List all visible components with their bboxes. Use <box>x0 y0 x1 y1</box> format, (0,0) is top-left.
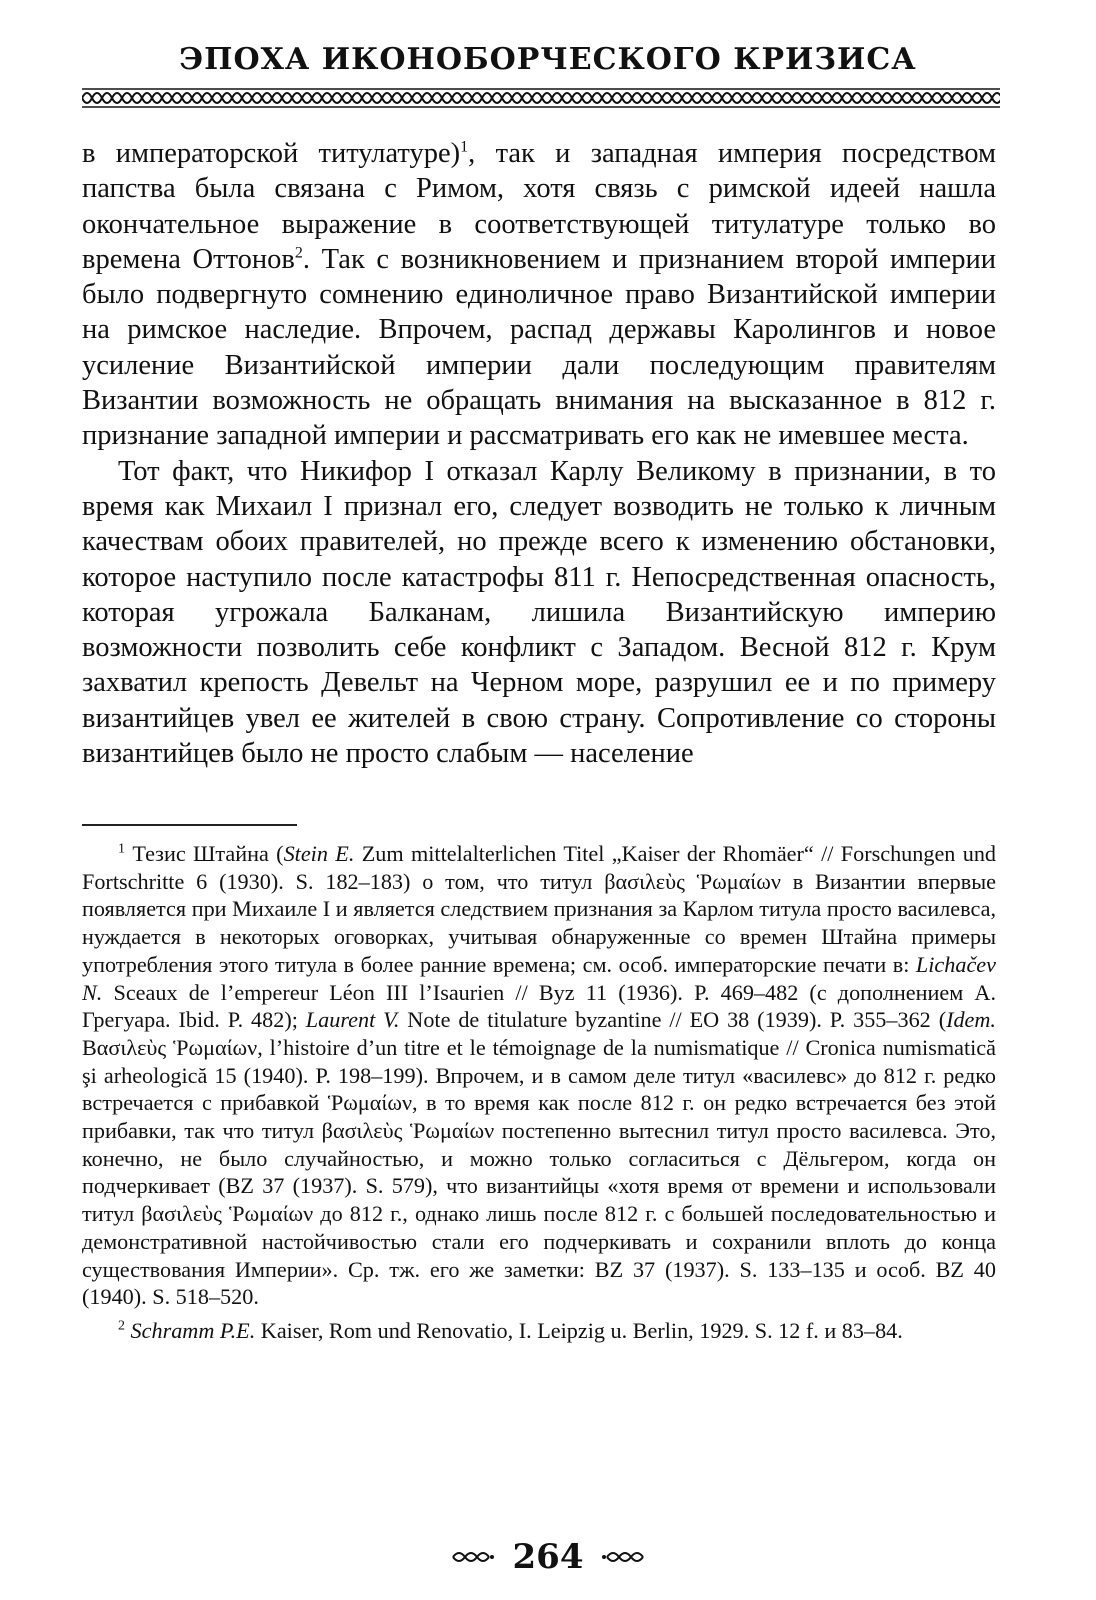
paragraph-2: Тот факт, что Никифор I отказал Карлу Великому в признании, в то время как Михаил I признал его, следует возводить не только к личным качествам обоих правителей, но прежде всего к изменению обстановки, которое наступило после катастрофы 811 г. Непосредственная опасность, которая угрожала Балканам, лишила Византийскую империю возможности позволить себе конфликт с Западом. Весной 812 г. Крум захватил крепость Девельт на Черном море, разрушил ее и по примеру византийцев увел ее жителей в свою страну. Сопротивление со стороны византийцев было не просто слабым — население <box>82 455 996 770</box>
footnotes <box>82 840 996 1351</box>
running-head: ЭПОХА ИКОНОБОРЧЕСКОГО КРИЗИСА <box>179 42 917 77</box>
main-text <box>82 136 996 771</box>
author-name: Lichačev N. <box>82 951 996 1005</box>
text-run: Zum mittelalterlichen Titel „Kaiser der Rhomäer“ // Forschungen und Fortschritte 6 (1930). S. 182–183) о том, что титул βασιλεὺς Ῥωμαίων в Византии впервые появляется при Михаиле I и является следствием признания за Карлом титула просто василевса, нуждается в некоторых оговорках, учитывая обнаруженные со времен Штайна примеры употребления этого титула в более ранние времена; см. особ. императорские печати в: <box>82 841 997 977</box>
footnote-2 <box>82 1317 996 1345</box>
folio <box>0 1532 1096 1582</box>
text-run: Βασιλεὺς Ῥωμαίων, l’histoire d’un titre et le témoignage de la numismatique // Cronica numismatică şi arheologică 15 (1940). P. 198–199). Впрочем, и в самом деле титул «василевс» до 812 г. редко встречается с прибавкой Ῥωμαίων, в то время как после 812 г. он редко встречается без этой прибавки, так что титул βασιλεὺς Ῥωμαίων постепенно вытеснил титул просто василевса. Это, конечно, не было случайностью, и можно только согласиться с Дёльгером, когда он подчеркивает (BZ 37 (1937). S. 579), что византийцы «хотя время от времени и использовали титул βασιλεὺς Ῥωμαίων до 812 г., однако лишь после 812 г. с большей последовательностью и демонстративной настойчивостью стали его подчеркивать и сохранили вплоть до конца существования Империи». Ср. тж. его же заметки: BZ 37 (1937). S. 133–135 и особ. BZ 40 (1940). S. 518–520. <box>82 1034 996 1310</box>
paragraph-1 <box>82 136 996 454</box>
footnote-ref-1: 1 <box>460 138 469 156</box>
text-run: Kaiser, Rom und Renovatio, I. Leipzig u. Berlin, 1929. S. 12 f. и 83–84. <box>255 1317 903 1343</box>
footnote-number: 2 <box>118 1318 125 1334</box>
braided-ornament-band-icon <box>82 88 1000 108</box>
text-run: Тезис Штайна ( <box>132 841 284 866</box>
author-name: Laurent V. <box>305 1007 400 1033</box>
author-name: Idem. <box>946 1007 996 1033</box>
text-run: . Так с возникновением и признанием второй империи было подвергнуто сомнению единоличное право Византийской империи на римское наследие. Впрочем, распад державы Каролингов и новое усиление Византийской империи дали последующим правителям Византии возможность не обращать внимания на высказанное в 812 г. признание западной империи и рассматривать его как не имевшее места. <box>82 243 996 452</box>
text-run: в императорской титулатуре) <box>82 138 461 169</box>
text-run: Sceaux de l’empereur Léon III l’Isaurien // Byz 11 (1936). P. 469–482 (с дополнением А. Грегуара. Ibid. P. 482); <box>82 979 996 1033</box>
text-run: , так и западная империя посредством папства была связана с Римом, хотя связь с римской идеей нашла окончательное выражение в соответствующей титулатуре только во времена Оттонов <box>82 138 996 275</box>
page-number: 264 <box>512 1537 584 1577</box>
footnote-divider <box>82 824 297 826</box>
text-run: Note de titulature byzantine // EO 38 (1939). P. 355–362 ( <box>399 1007 947 1033</box>
footnote-ref-2: 2 <box>294 244 303 262</box>
footnote-1 <box>82 840 996 1311</box>
ornament-left-icon <box>451 1549 495 1565</box>
ornament-right-icon <box>601 1549 645 1565</box>
author-name: Stein E. <box>283 841 355 866</box>
author-name: Schramm P.E. <box>130 1317 256 1343</box>
footnote-number: 1 <box>118 841 125 857</box>
